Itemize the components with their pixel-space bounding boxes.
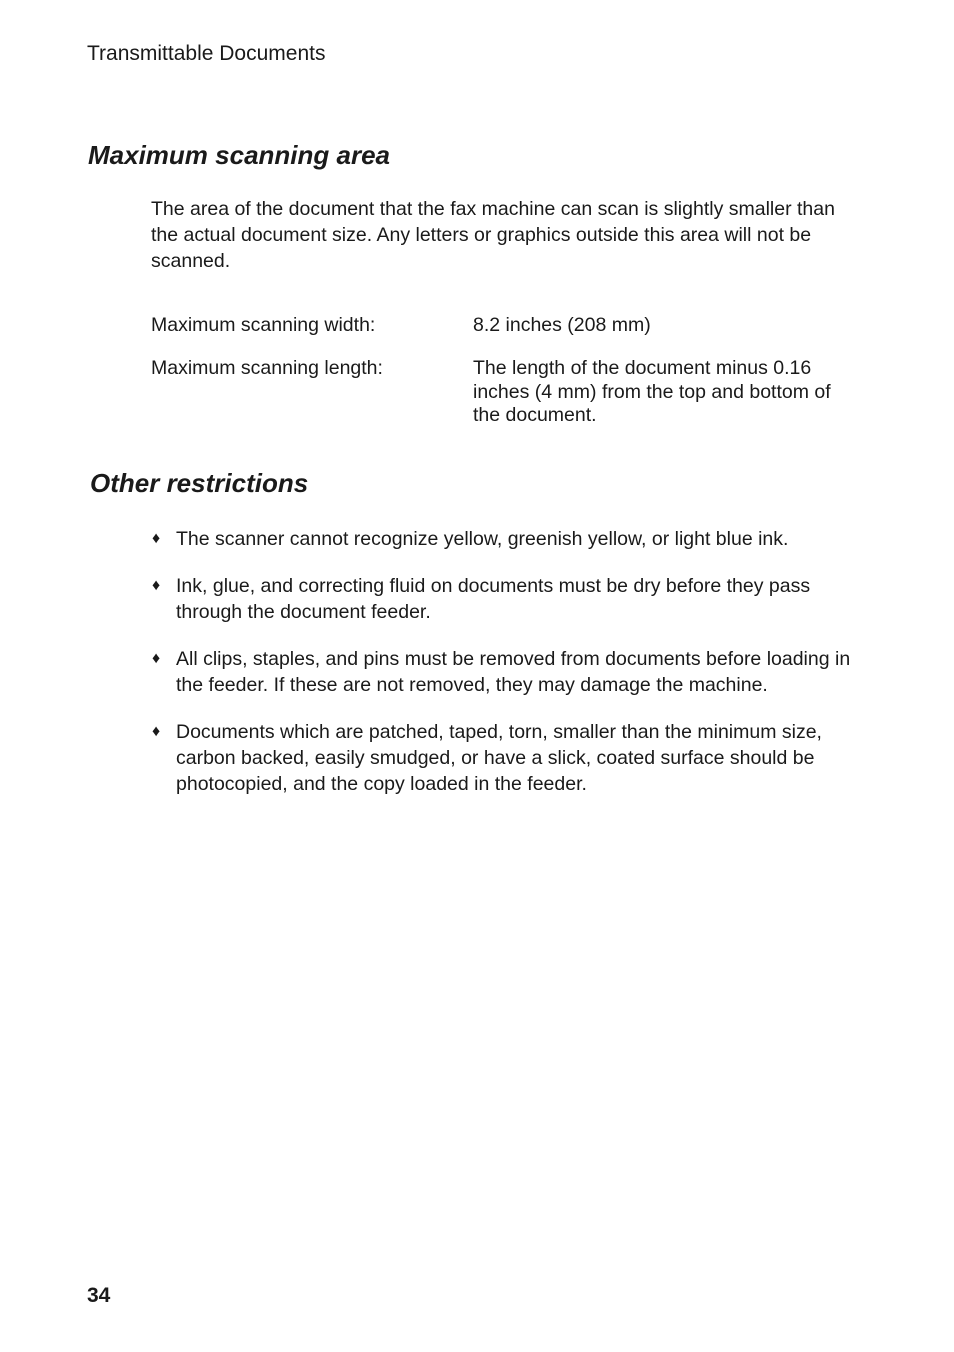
spec-label: Maximum scanning length: — [151, 357, 383, 379]
section-title-other-restrictions: Other restrictions — [90, 468, 309, 498]
list-item — [151, 526, 851, 552]
diamond-bullet-icon: ♦ — [152, 723, 161, 740]
spec-value: 8.2 inches (208 mm) — [473, 314, 651, 336]
running-header-title: Transmittable Documents — [87, 42, 326, 65]
scanning-area-intro: The area of the document that the fax machine can scan is slightly smaller than the actual document size. Any letters or graphics outside this area will not be scanned. — [151, 198, 835, 272]
diamond-bullet-icon: ♦ — [152, 650, 161, 667]
section-title-maximum-scanning-area: Maximum scanning area — [88, 140, 390, 170]
spec-value: The length of the document minus 0.16 inches (4 mm) from the top and bottom of the document. — [473, 357, 831, 426]
page-number: 34 — [87, 1284, 111, 1307]
list-item-text: All clips, staples, and pins must be removed from documents before loading in the feeder. If these are not removed, they may damage the machine. — [176, 648, 851, 696]
list-item-text: Ink, glue, and correcting fluid on documents must be dry before they pass through the document feeder. — [176, 575, 811, 623]
diamond-bullet-icon: ♦ — [152, 530, 161, 547]
restrictions-list — [151, 526, 851, 818]
list-item — [151, 719, 851, 797]
spec-label: Maximum scanning width: — [151, 314, 376, 336]
list-item — [151, 646, 851, 698]
diamond-bullet-icon: ♦ — [152, 577, 161, 594]
list-item-text: Documents which are patched, taped, torn, smaller than the minimum size, carbon backed, easily smudged, or have a slick, coated surface should be photocopied, and the copy loaded in the feeder. — [176, 721, 822, 795]
list-item-text: The scanner cannot recognize yellow, greenish yellow, or light blue ink. — [176, 528, 789, 550]
list-item — [151, 573, 851, 625]
